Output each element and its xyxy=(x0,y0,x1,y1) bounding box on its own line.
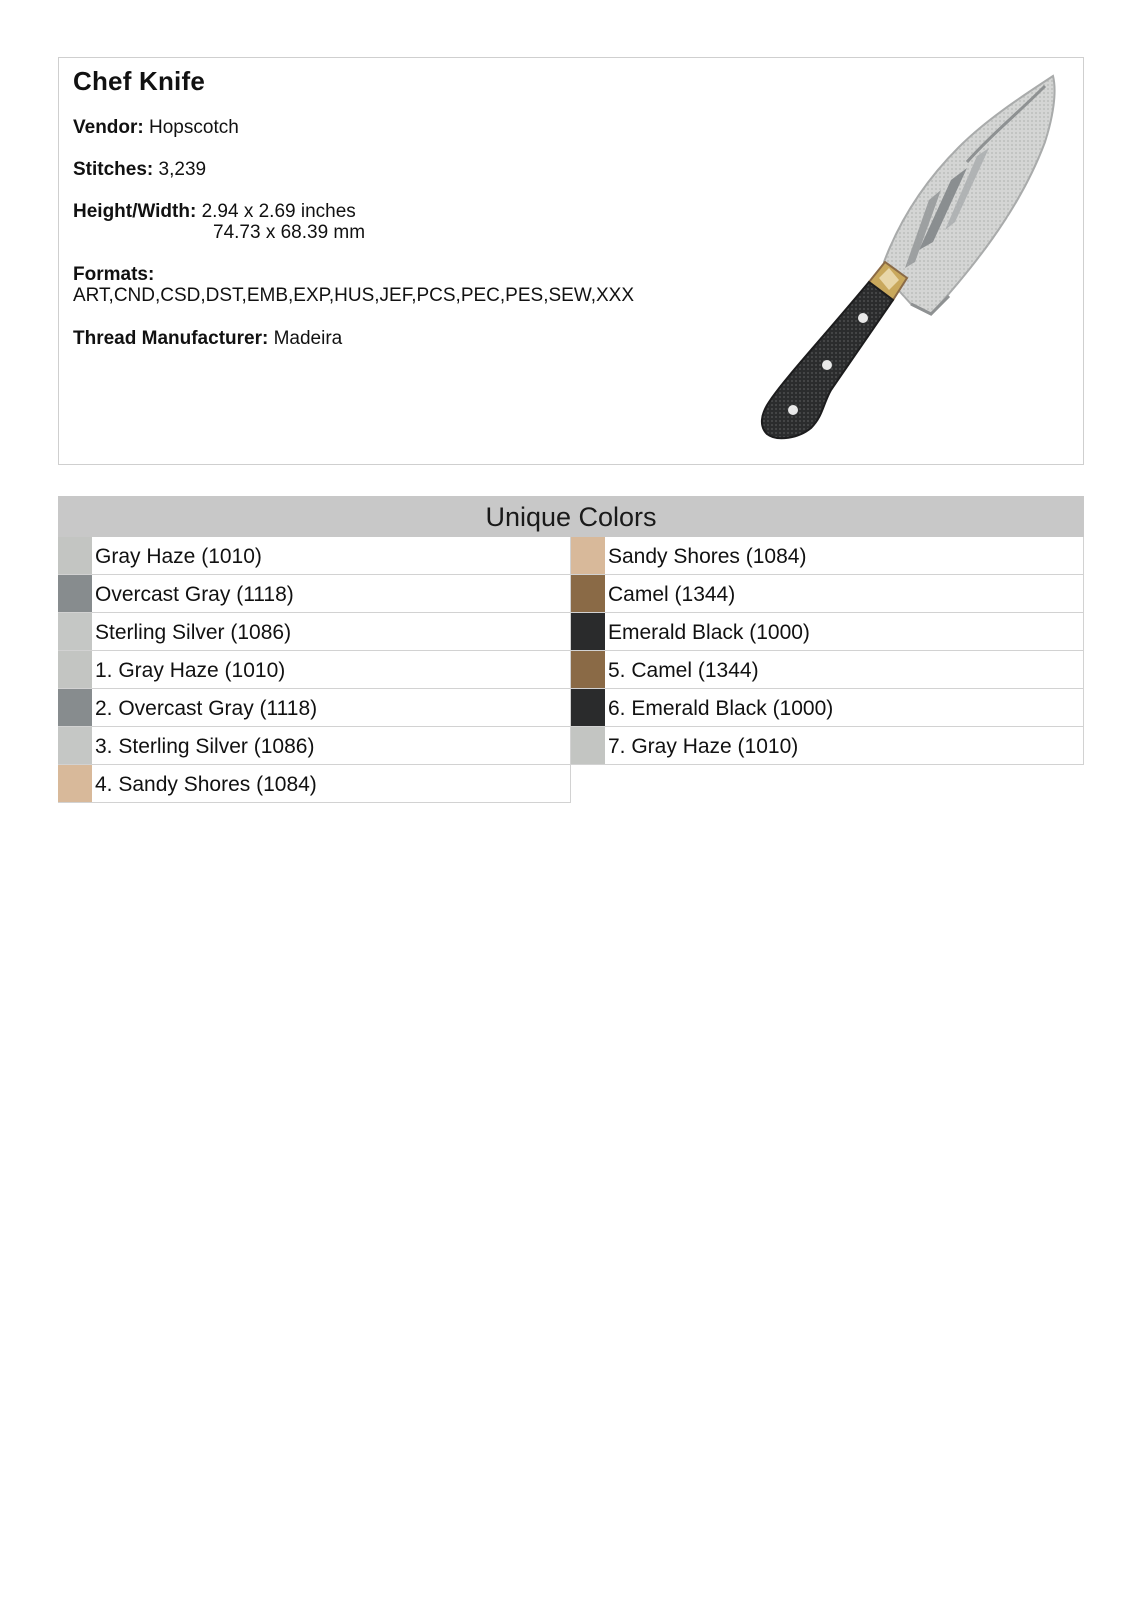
chef-knife-image xyxy=(719,72,1059,456)
color-swatch xyxy=(571,575,605,612)
color-swatch xyxy=(571,689,605,726)
size-mm: 74.73 x 68.39 mm xyxy=(213,222,366,243)
color-label: Camel (1344) xyxy=(608,583,736,606)
thread-field xyxy=(73,328,342,349)
size-inches: 2.94 x 2.69 inches xyxy=(201,201,356,222)
vendor-label: Vendor: xyxy=(73,117,144,138)
color-row xyxy=(571,689,1084,727)
design-title: Chef Knife xyxy=(73,66,205,96)
size-field xyxy=(73,201,365,243)
size-label: Height/Width: xyxy=(73,201,197,222)
color-row xyxy=(571,727,1084,765)
vendor-field xyxy=(73,117,239,138)
colors-column-left xyxy=(58,537,571,803)
stitches-value: 3,239 xyxy=(158,159,207,180)
design-info-panel xyxy=(58,57,1084,465)
color-row xyxy=(58,765,571,803)
stitches-label: Stitches: xyxy=(73,159,154,180)
formats-field xyxy=(73,264,634,306)
vendor-value: Hopscotch xyxy=(149,117,239,138)
color-row xyxy=(571,537,1084,575)
color-row xyxy=(58,651,571,689)
color-label: Sterling Silver (1086) xyxy=(95,621,292,644)
color-label: 1. Gray Haze (1010) xyxy=(95,659,286,682)
formats-value: ART,CND,CSD,DST,EMB,EXP,HUS,JEF,PCS,PEC,PES,SEW,XXX xyxy=(73,285,635,306)
color-label: 4. Sandy Shores (1084) xyxy=(95,773,317,796)
colors-column-right xyxy=(571,537,1084,765)
thread-value: Madeira xyxy=(273,328,343,349)
thread-label: Thread Manufacturer: xyxy=(73,328,269,349)
color-row xyxy=(571,575,1084,613)
color-swatch xyxy=(58,575,92,612)
color-row xyxy=(571,613,1084,651)
color-label: 5. Camel (1344) xyxy=(608,659,759,682)
unique-colors-table xyxy=(58,496,1084,796)
color-row xyxy=(571,651,1084,689)
color-label: Gray Haze (1010) xyxy=(95,545,262,568)
color-row xyxy=(58,575,571,613)
color-label: 3. Sterling Silver (1086) xyxy=(95,735,315,758)
formats-label: Formats: xyxy=(73,264,155,285)
color-swatch xyxy=(58,727,92,764)
color-swatch xyxy=(58,537,92,574)
unique-colors-header: Unique Colors xyxy=(58,496,1084,537)
color-label: Sandy Shores (1084) xyxy=(608,545,807,568)
color-swatch xyxy=(58,689,92,726)
stitches-field xyxy=(73,159,206,180)
color-row xyxy=(58,613,571,651)
color-label: 2. Overcast Gray (1118) xyxy=(95,697,318,720)
color-swatch xyxy=(58,765,92,802)
color-label: Overcast Gray (1118) xyxy=(95,583,294,606)
color-swatch xyxy=(571,651,605,688)
color-swatch xyxy=(571,613,605,650)
color-row xyxy=(58,537,571,575)
color-swatch xyxy=(571,727,605,764)
color-row xyxy=(58,689,571,727)
color-label: Emerald Black (1000) xyxy=(608,621,810,644)
color-label: 7. Gray Haze (1010) xyxy=(608,735,799,758)
color-label: 6. Emerald Black (1000) xyxy=(608,697,834,720)
color-swatch xyxy=(58,613,92,650)
color-swatch xyxy=(58,651,92,688)
color-row xyxy=(58,727,571,765)
color-swatch xyxy=(571,537,605,574)
